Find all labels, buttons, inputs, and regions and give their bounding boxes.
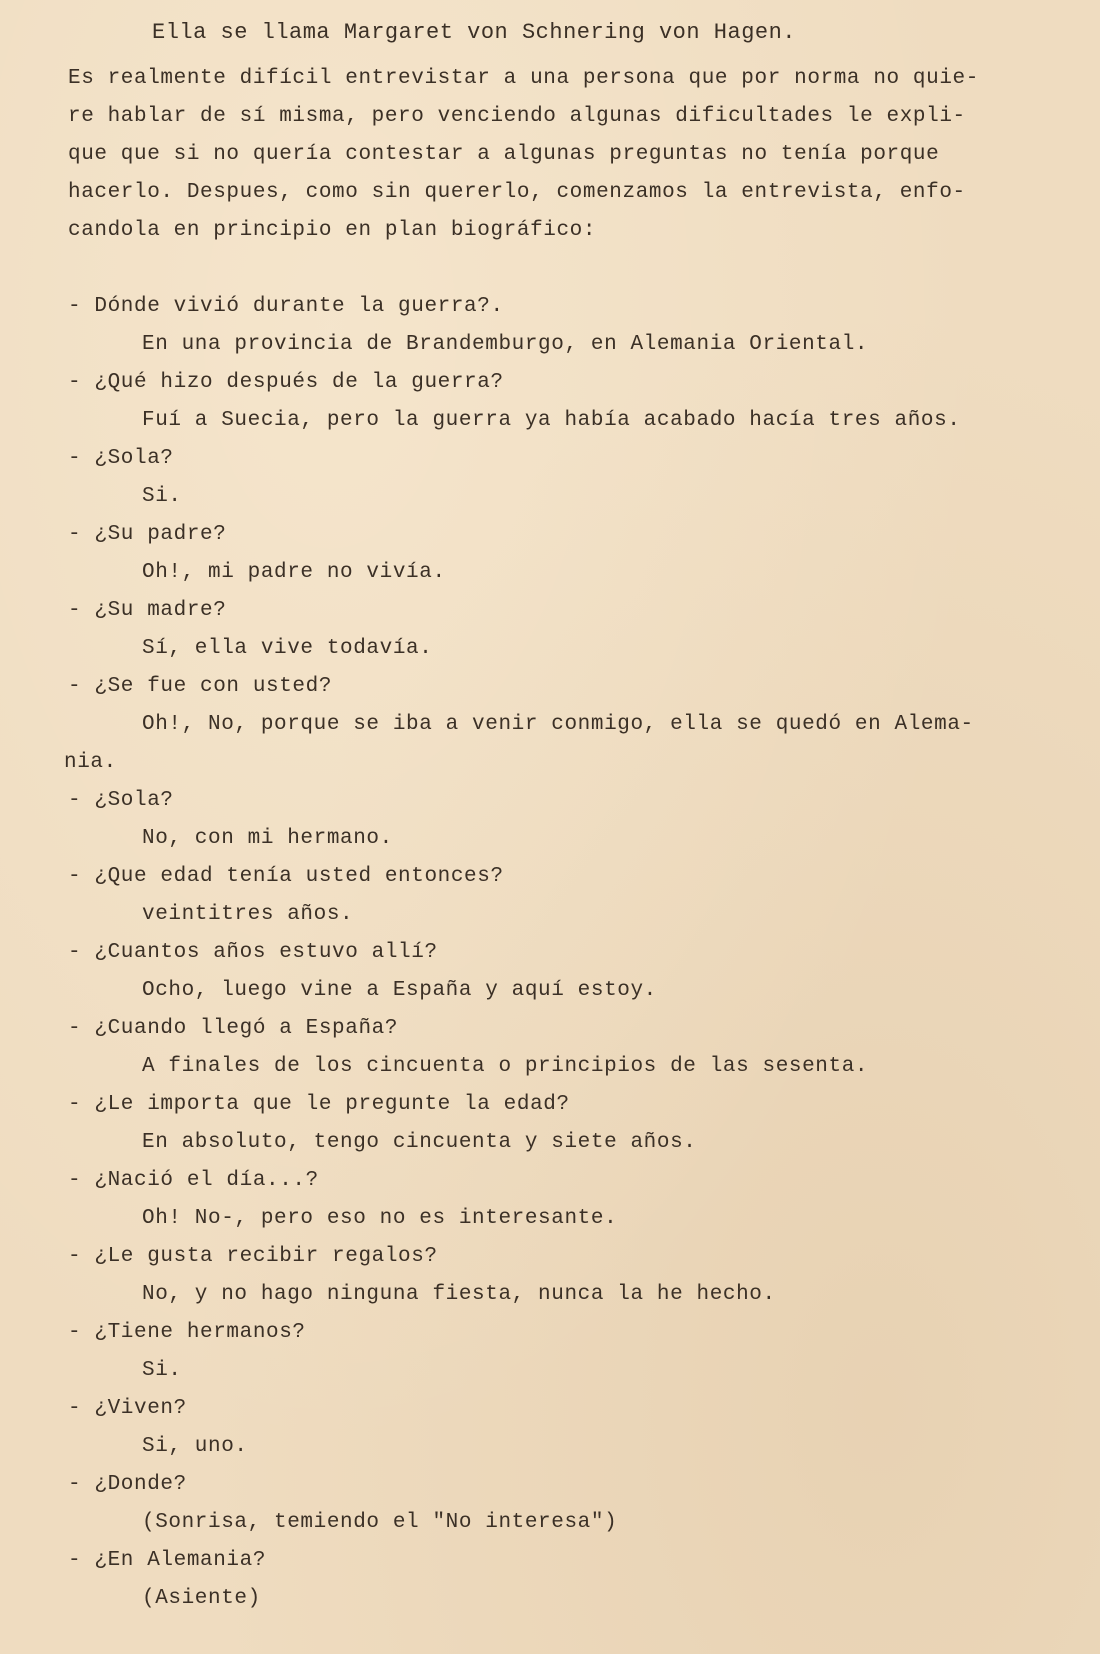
interview-question: - ¿En Alemania? — [68, 1549, 267, 1572]
interview-answer: Sí, ella vive todavía. — [142, 637, 433, 660]
interview-question: - ¿Cuando llegó a España? — [68, 1017, 399, 1040]
interview-continuation: nia. — [64, 751, 117, 774]
interview-question: - ¿Sola? — [68, 447, 174, 470]
interview-answer: No, con mi hermano. — [142, 827, 393, 850]
intro-line: Es realmente difícil entrevistar a una persona que por norma no quie- — [68, 67, 979, 90]
interview-answer: veintitres años. — [142, 903, 354, 926]
interview-answer: Si. — [142, 485, 182, 508]
interview-answer: Si. — [142, 1359, 182, 1382]
interview-lines — [0, 288, 1100, 1618]
interview-question: - ¿Le importa que le pregunte la edad? — [68, 1093, 570, 1116]
interview-question: - ¿Nació el día...? — [68, 1169, 319, 1192]
intro-paragraph — [68, 60, 1098, 250]
interview-question: - ¿Se fue con usted? — [68, 675, 333, 698]
interview-question: - Dónde vivió durante la guerra?. — [68, 295, 504, 318]
interview-answer: No, y no hago ninguna fiesta, nunca la he hecho. — [142, 1283, 776, 1306]
interview-answer: (Sonrisa, temiendo el "No interesa") — [142, 1511, 618, 1534]
intro-line: hacerlo. Despues, como sin quererlo, comenzamos la entrevista, enfo- — [68, 181, 966, 204]
interview-question: - ¿Tiene hermanos? — [68, 1321, 306, 1344]
interview-answer: Oh! No-, pero eso no es interesante. — [142, 1207, 618, 1230]
interview-answer: En una provincia de Brandemburgo, en Alemania Oriental. — [142, 333, 869, 356]
interview-question: - ¿Su padre? — [68, 523, 227, 546]
interview-question: - ¿Le gusta recibir regalos? — [68, 1245, 438, 1268]
interview-question: - ¿Donde? — [68, 1473, 187, 1496]
page-heading: Ella se llama Margaret von Schnering von Hagen. — [152, 20, 797, 45]
interview-answer: Oh!, No, porque se iba a venir conmigo, ella se quedó en Alema- — [142, 713, 974, 736]
interview-answer: (Asiente) — [142, 1587, 261, 1610]
interview-answer: Si, uno. — [142, 1435, 248, 1458]
intro-line: candola en principio en plan biográfico: — [68, 219, 597, 242]
interview-answer: A finales de los cincuenta o principios de las sesenta. — [142, 1055, 869, 1078]
interview-question: - ¿Su madre? — [68, 599, 227, 622]
interview-answer: Oh!, mi padre no vivía. — [142, 561, 446, 584]
interview-question: - ¿Viven? — [68, 1397, 187, 1420]
intro-line: que que si no quería contestar a algunas preguntas no tenía porque — [68, 143, 940, 166]
interview-answer: Ocho, luego vine a España y aquí estoy. — [142, 979, 657, 1002]
interview-question: - ¿Que edad tenía usted entonces? — [68, 865, 504, 888]
interview-question: - ¿Sola? — [68, 789, 174, 812]
interview-answer: En absoluto, tengo cincuenta y siete años. — [142, 1131, 697, 1154]
interview-answer: Fuí a Suecia, pero la guerra ya había acabado hacía tres años. — [142, 409, 961, 432]
interview-question: - ¿Qué hizo después de la guerra? — [68, 371, 504, 394]
interview-question: - ¿Cuantos años estuvo allí? — [68, 941, 438, 964]
intro-line: re hablar de sí misma, pero venciendo algunas dificultades le expli- — [68, 105, 966, 128]
